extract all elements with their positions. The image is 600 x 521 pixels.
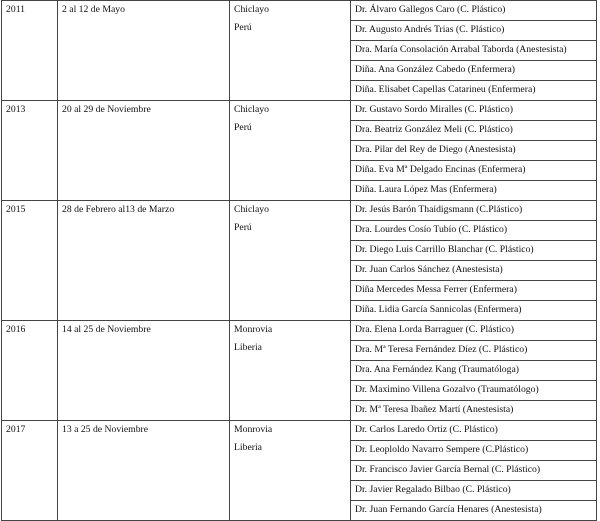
mission-dates: 2 al 12 de Mayo	[58, 1, 230, 101]
team-member: Diña Mercedes Messa Ferrer (Enfermera)	[351, 281, 597, 301]
table-row	[2, 101, 597, 121]
team-member: Dra. Beatriz González Meli (C. Plástico)	[351, 121, 597, 141]
mission-year: 2016	[2, 321, 58, 421]
team-member: Dr. Mª Teresa Ibañez Martí (Anestesista)	[351, 401, 597, 421]
mission-country: Perú	[234, 222, 252, 233]
mission-year: 2017	[2, 421, 58, 521]
mission-year: 2013	[2, 101, 58, 201]
missions-table	[1, 0, 597, 521]
team-member: Dra. Elena Lorda Barraguer (C. Plástico)	[351, 321, 597, 341]
team-member: Dr. Diego Luis Carrillo Blanchar (C. Plástico)	[351, 241, 597, 261]
mission-country: Perú	[234, 122, 252, 133]
mission-dates: 20 al 29 de Noviembre	[58, 101, 230, 201]
mission-dates: 14 al 25 de Noviembre	[58, 321, 230, 421]
mission-country: Liberia	[234, 442, 262, 453]
mission-year: 2015	[2, 201, 58, 321]
team-member: Dr. Carlos Laredo Ortiz (C. Plástico)	[351, 421, 597, 441]
team-member: Diña. Elisabet Capellas Catarineu (Enfermera)	[351, 81, 597, 101]
mission-location	[230, 421, 351, 521]
mission-location	[230, 201, 351, 321]
missions-table-body	[2, 1, 597, 521]
team-member: Dr. Juan Carlos Sánchez (Anestesista)	[351, 261, 597, 281]
team-member: Dra. Mª Teresa Fernández Díez (C. Plástico)	[351, 341, 597, 361]
mission-location	[230, 321, 351, 421]
mission-year: 2011	[2, 1, 58, 101]
team-member: Diña. Ana González Cabedo (Enfermera)	[351, 61, 597, 81]
team-member: Diña. Lidia García Sannicolas (Enfermera)	[351, 301, 597, 321]
team-member: Dr. Augusto Andrés Trias (C. Plástico)	[351, 21, 597, 41]
team-member: Dr. Álvaro Gallegos Caro (C. Plástico)	[351, 1, 597, 21]
table-row	[2, 421, 597, 441]
table-row	[2, 201, 597, 221]
team-member: Diña. Laura López Mas (Enfermera)	[351, 181, 597, 201]
team-member: Dra. Lourdes Cosío Tubío (C. Plástico)	[351, 221, 597, 241]
team-member: Dr. Javier Regalado Bilbao (C. Plástico)	[351, 481, 597, 501]
table-row	[2, 321, 597, 341]
team-member: Diña. Eva Mª Delgado Encinas (Enfermera)	[351, 161, 597, 181]
mission-dates: 28 de Febrero al13 de Marzo	[58, 201, 230, 321]
team-member: Dr. Maximino Villena Gozalvo (Traumatólogo)	[351, 381, 597, 401]
mission-country: Perú	[234, 22, 252, 33]
mission-city: Chiclayo	[234, 4, 269, 15]
mission-city: Monrovia	[234, 424, 273, 435]
team-member: Dra. María Consolación Arrabal Taborda (Anestesista)	[351, 41, 597, 61]
mission-city: Chiclayo	[234, 204, 269, 215]
team-member: Dr. Gustavo Sordo Miralles (C. Plástico)	[351, 101, 597, 121]
table-row	[2, 1, 597, 21]
mission-location	[230, 101, 351, 201]
mission-dates: 13 a 25 de Noviembre	[58, 421, 230, 521]
mission-location	[230, 1, 351, 101]
team-member: Dra. Ana Fernández Kang (Traumatóloga)	[351, 361, 597, 381]
mission-country: Liberia	[234, 342, 262, 353]
team-member: Dr. Juan Fernando García Henares (Anestesista)	[351, 501, 597, 521]
team-member: Dra. Pilar del Rey de Diego (Anestesista)	[351, 141, 597, 161]
mission-city: Monrovia	[234, 324, 273, 335]
team-member: Dr. Francisco Javier García Bernal (C. Plástico)	[351, 461, 597, 481]
team-member: Dr. Leoploldo Navarro Sempere (C.Plástico)	[351, 441, 597, 461]
team-member: Dr. Jesús Barón Thaidigsmann (C.Plástico)	[351, 201, 597, 221]
mission-city: Chiclayo	[234, 104, 269, 115]
